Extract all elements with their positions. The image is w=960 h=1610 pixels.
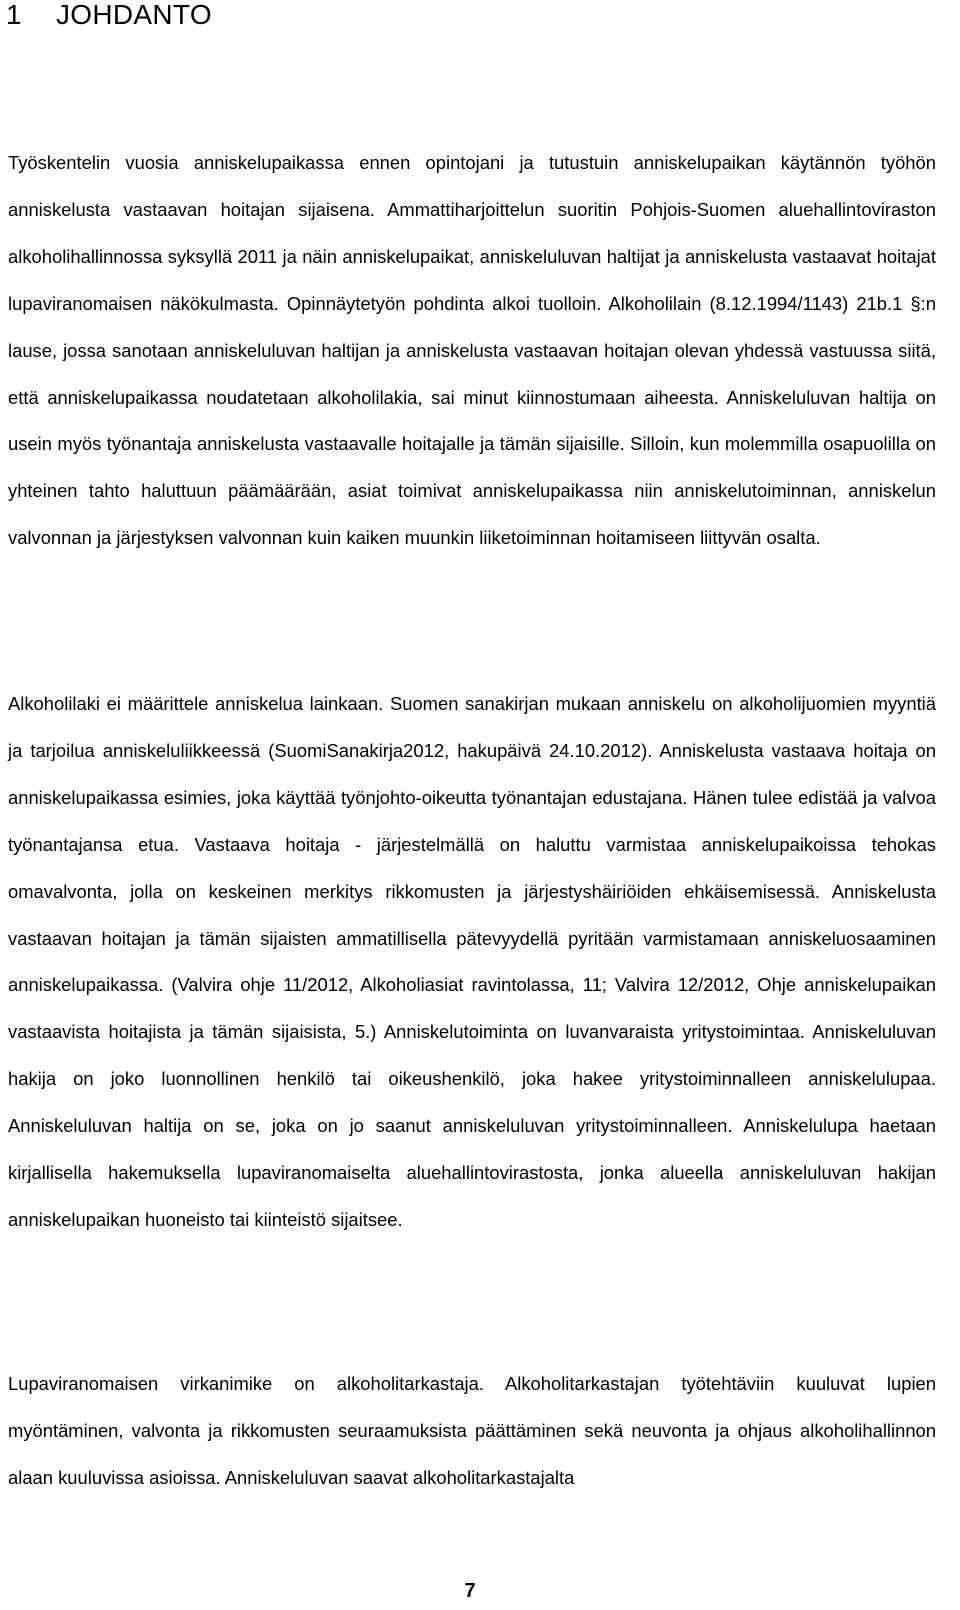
body-paragraph: Lupaviranomaisen virkanimike on alkoholitarkastaja. Alkoholitarkastajan työtehtäviin kuuluvat lupien myöntäminen, valvonta ja rikkomusten seuraamuksista päättäminen sekä neuvonta ja ohjaus alkoholihallinnon alaan kuuluvissa asioissa. Anniskeluluvan saavat alkoholitarkastajalta <box>8 1373 936 1488</box>
chapter-number: 1 <box>6 0 22 30</box>
page-number: 7 <box>464 1580 476 1602</box>
body-paragraph: Alkoholilaki ei määrittele anniskelua lainkaan. Suomen sanakirjan mukaan anniskelu on alkoholijuomien myyntiä ja tarjoilua anniskeluliikkeessä (SuomiSanakirja2012, hakupäivä 24.10.2012). Anniskelusta vastaava hoitaja on anniskelupaikassa esimies, joka käyttää työnjohto-oikeutta työnantajan edustajana. Hänen tulee edistää ja valvoa työnantajansa etua. Vastaava hoitaja - järjestelmällä on haluttu varmistaa anniskelupaikoissa tehokas omavalvonta, jolla on keskeinen merkitys rikkomusten ja järjestyshäiriöiden ehkäisemisessä. Anniskelusta vastaavan hoitajan ja tämän sijaisten ammatillisella pätevyydellä pyritään varmistamaan anniskeluosaaminen anniskelupaikassa. (Valvira ohje 11/2012, Alkoholiasiat ravintolassa, 11; Valvira 12/2012, Ohje anniskelupaikan vastaavista hoitajista ja tämän sijaisista, 5.) Anniskelutoiminta on luvanvaraista yritystoimintaa. Anniskeluluvan hakija on joko luonnollinen henkilö tai oikeushenkilö, joka hakee yritystoiminnalleen anniskelulupaa. Anniskeluluvan haltija on se, joka on jo saanut anniskeluluvan yritystoiminnalleen. Anniskelulupa haetaan kirjallisella hakemuksella lupaviranomaiselta aluehallintovirastosta, jonka alueella anniskeluluvan hakijan anniskelupaikan huoneisto tai kiinteistö sijaitsee. <box>8 693 936 1230</box>
body-paragraph: Työskentelin vuosia anniskelupaikassa ennen opintojani ja tutustuin anniskelupaikan käytännön työhön anniskelusta vastaavan hoitajan sijaisena. Ammattiharjoittelun suoritin Pohjois-Suomen aluehallintoviraston alkoholihallinnossa syksyllä 2011 ja näin anniskelupaikat, anniskeluluvan haltijat ja anniskelusta vastaavat hoitajat lupaviranomaisen näkökulmasta. Opinnäytetyön pohdinta alkoi tuolloin. Alkoholilain (8.12.1994/1143) 21b.1 §:n lause, jossa sanotaan anniskeluluvan haltijan ja anniskelusta vastaavan hoitajan olevan yhdessä vastuussa siitä, että anniskelupaikassa noudatetaan alkoholilakia, sai minut kiinnostumaan aiheesta. Anniskeluluvan haltija on usein myös työnantaja anniskelusta vastaavalle hoitajalle ja tämän sijaisille. Silloin, kun molemmilla osapuolilla on yhteinen tahto haluttuun päämäärään, asiat toimivat anniskelupaikassa niin anniskelutoiminnan, anniskelun valvonnan ja järjestyksen valvonnan kuin kaiken muunkin liiketoiminnan hoitamiseen liittyvän osalta. <box>8 152 936 549</box>
chapter-title: JOHDANTO <box>56 0 212 30</box>
chapter-heading <box>6 0 212 34</box>
